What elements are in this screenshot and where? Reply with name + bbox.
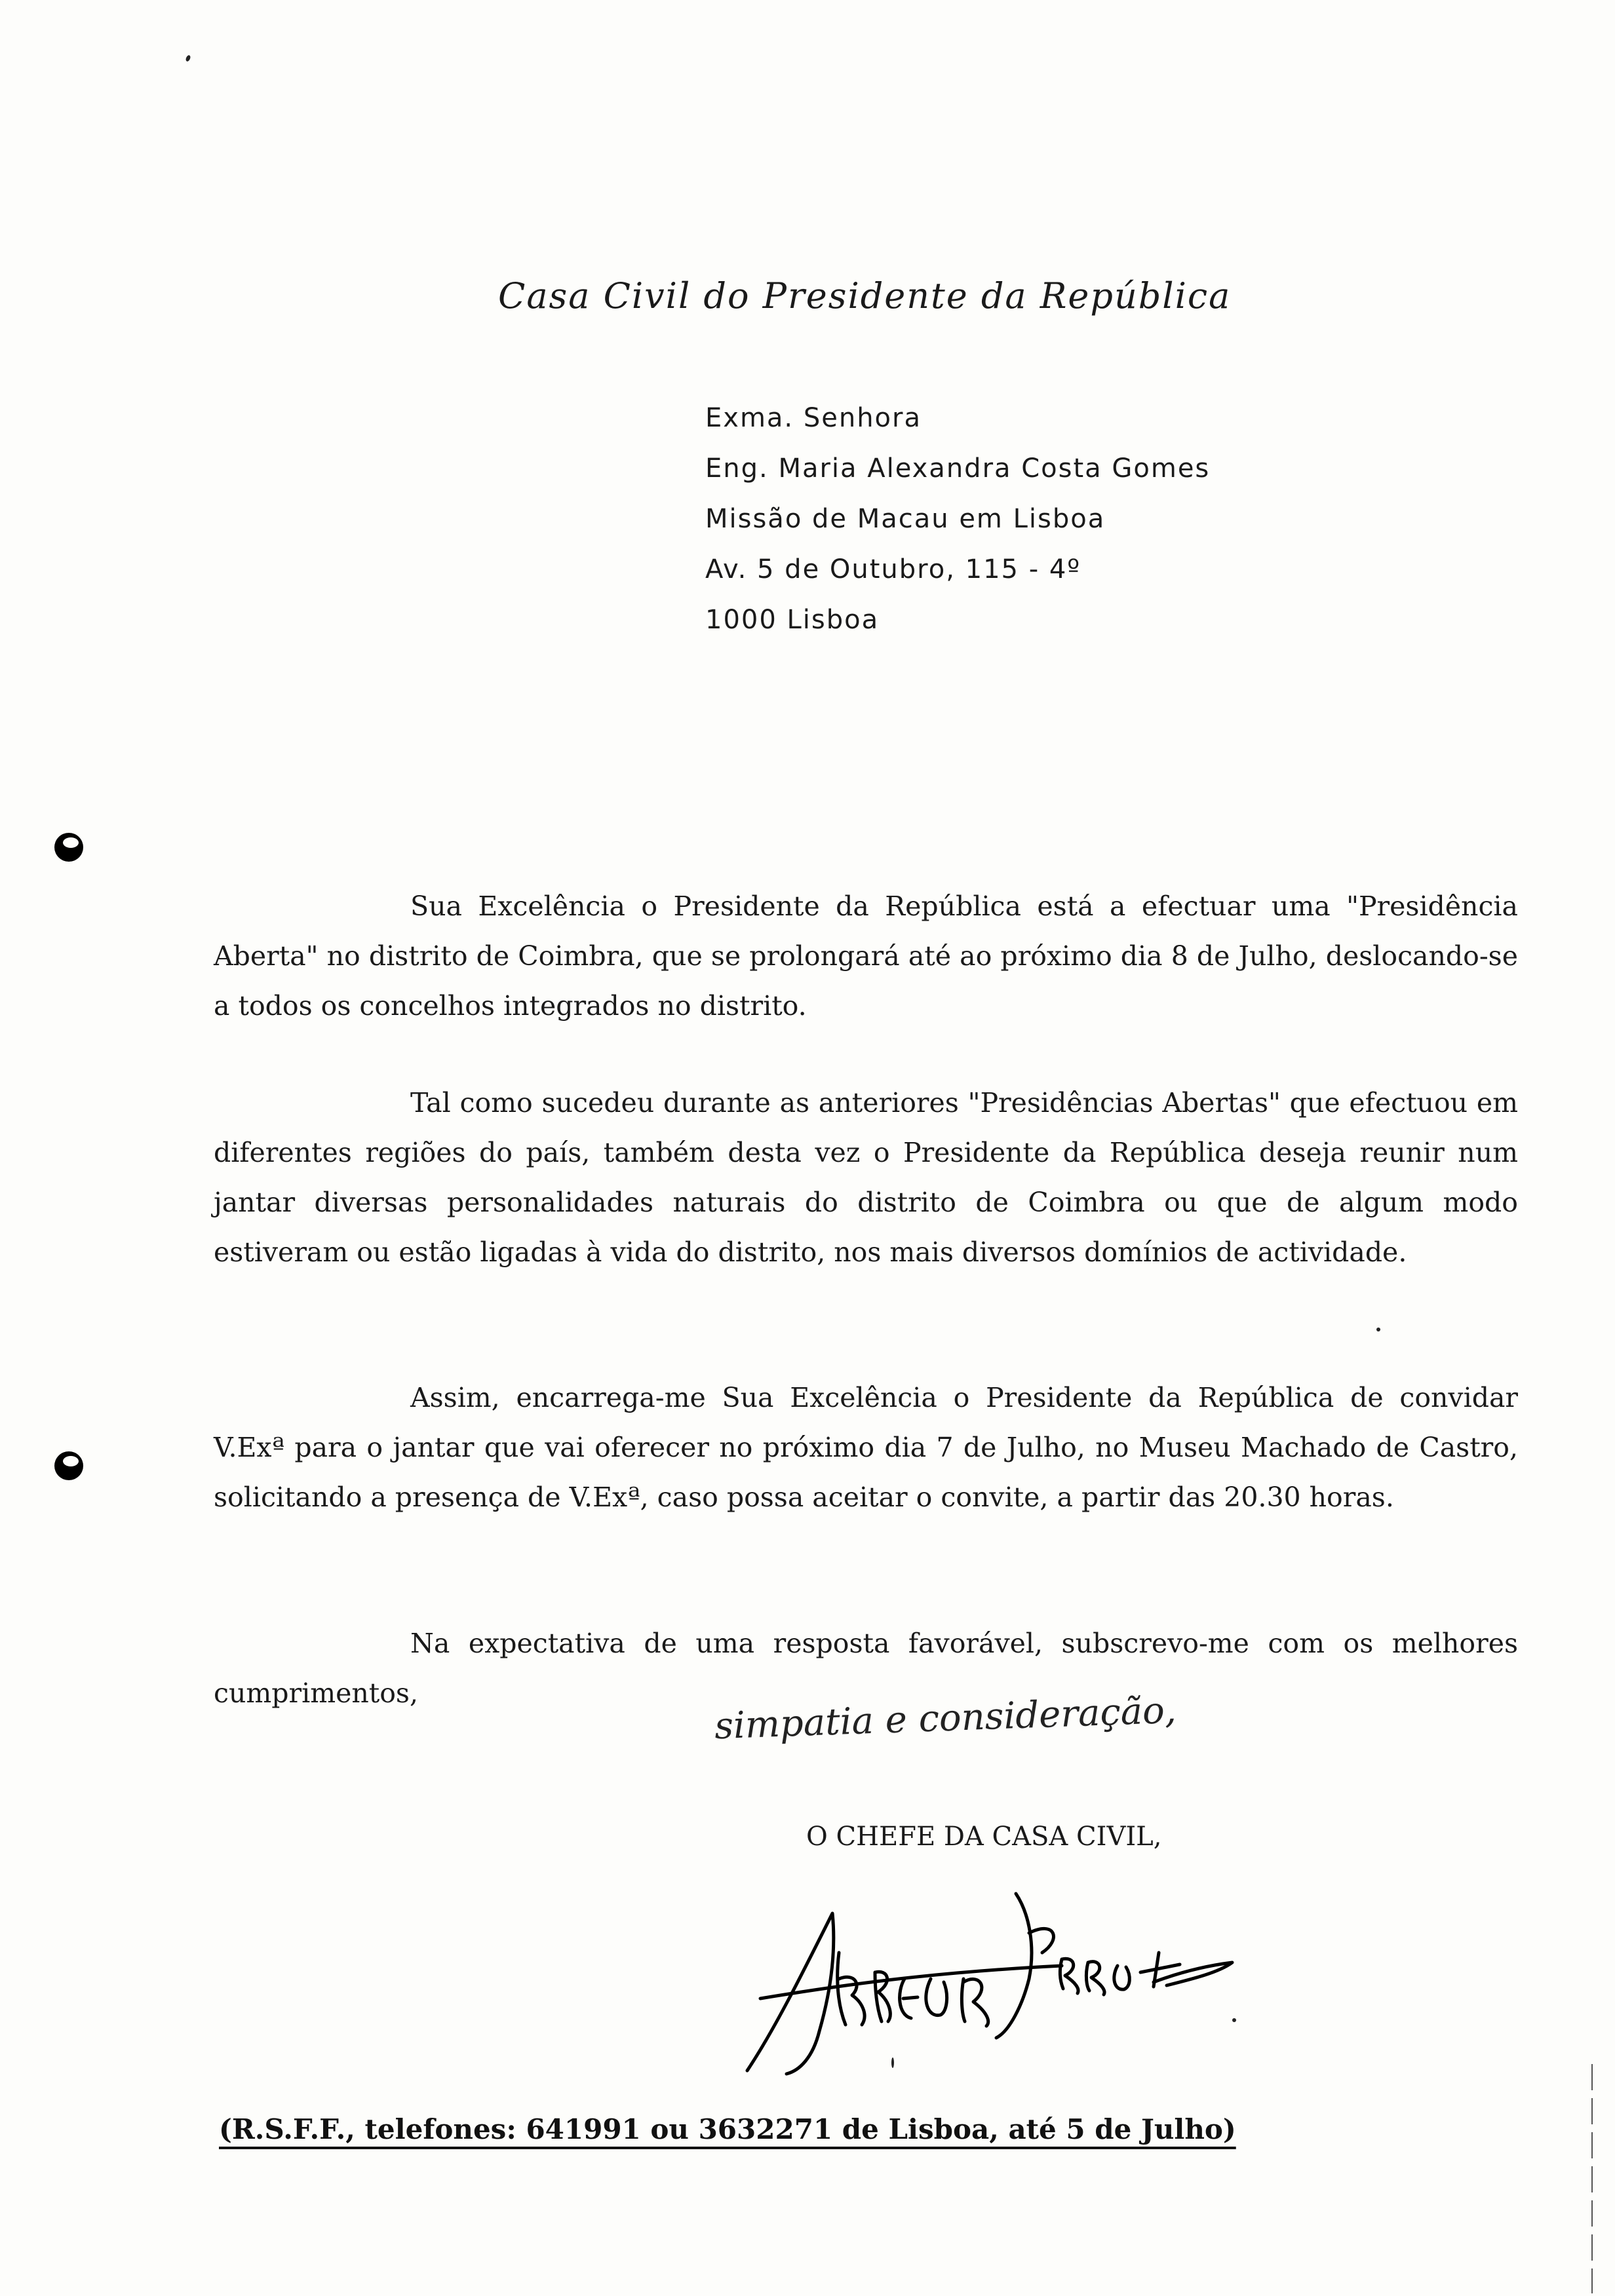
- scan-edge: [1591, 2064, 1593, 2293]
- recipient-line: Missão de Macau em Lisboa: [705, 504, 1106, 534]
- contact-note: (R.S.F.F., telefones: 641991 ou 3632271 de Lisboa, até 5 de Julho): [219, 2113, 1236, 2145]
- handwritten-closing: simpatia e consideração,: [714, 1689, 1177, 1748]
- recipient-line: Av. 5 de Outubro, 115 - 4º: [705, 554, 1081, 584]
- ink-speck: [185, 54, 191, 62]
- body-paragraph: [214, 1373, 1518, 1522]
- ink-speck: [891, 2057, 894, 2068]
- signature: [721, 1874, 1258, 2084]
- signatory-title: O CHEFE DA CASA CIVIL,: [806, 1822, 1162, 1852]
- paragraph-text: Na expectativa de uma resposta favorável, subscrevo-me com os melhores cumprimentos,: [214, 1628, 1518, 1709]
- paragraph-text: Assim, encarrega-me Sua Excelência o Presidente da República de convidar V.Exª para o jantar que vai oferecer no próximo dia 7 de Julho, no Museu Machado de Castro, solicitando a presença de V.Exª, caso possa aceitar o convite, a partir das 20.30 horas.: [214, 1382, 1518, 1513]
- recipient-line: 1000 Lisboa: [705, 605, 880, 635]
- ink-speck: [1376, 1328, 1380, 1331]
- paragraph-text: Tal como sucedeu durante as anteriores "Presidências Abertas" que efectuou em diferentes regiões do país, também desta vez o Presidente da República deseja reunir num jantar diversas personalidades naturais do distrito de Coimbra ou que de algum modo estiveram ou estão ligadas à vida do distrito, nos mais diversos domínios de actividade.: [214, 1087, 1518, 1268]
- paragraph-text: Sua Excelência o Presidente da República está a efectuar uma "Presidência Aberta" no distrito de Coimbra, que se prolongará até ao próximo dia 8 de Julho, deslocando-se a todos os concelhos integrados no distrito.: [214, 890, 1518, 1022]
- punch-hole-icon: [52, 1449, 85, 1482]
- punch-hole-icon: [52, 831, 85, 864]
- letterhead-title: Casa Civil do Presidente da República: [498, 275, 1232, 316]
- ink-speck: [1232, 2018, 1236, 2022]
- recipient-address: [705, 393, 1210, 645]
- recipient-line: Exma. Senhora: [705, 403, 922, 433]
- recipient-line: Eng. Maria Alexandra Costa Gomes: [705, 453, 1211, 484]
- body-paragraph: [214, 881, 1518, 1031]
- body-paragraph: [214, 1078, 1518, 1277]
